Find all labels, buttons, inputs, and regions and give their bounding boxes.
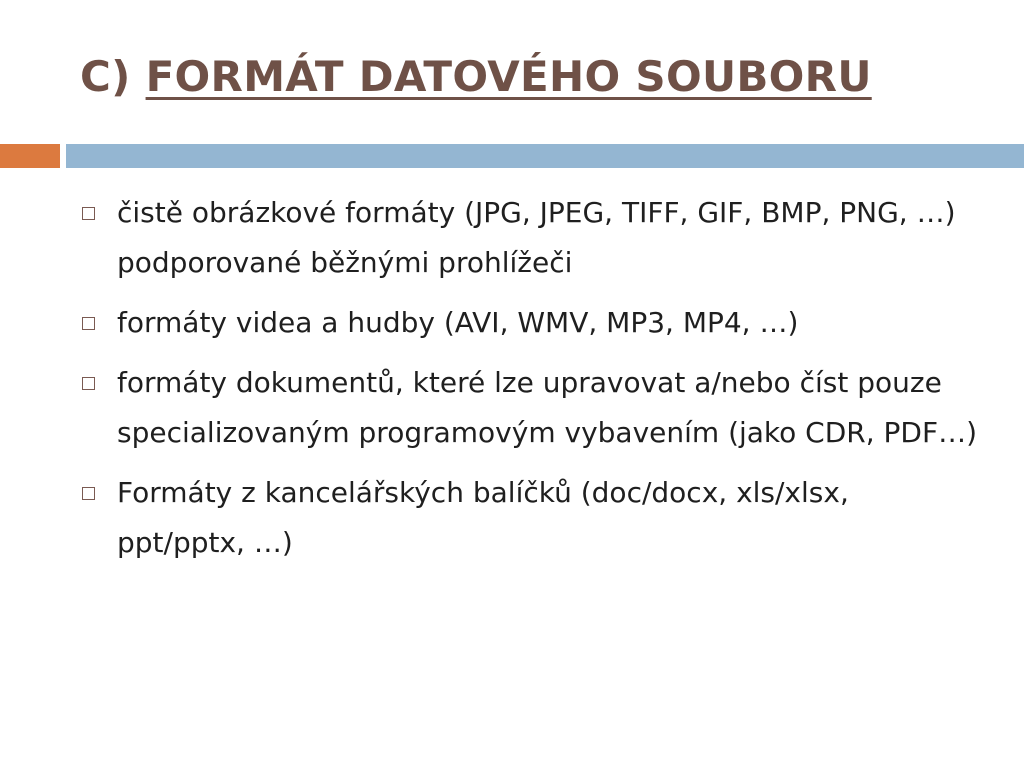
hollow-square-bullet-icon (82, 317, 95, 330)
bullet-text: čistě obrázkové formáty (JPG, JPEG, TIFF, GIF, BMP, PNG, …) podporované běžnými prohlížeči (117, 196, 956, 279)
blue-divider-bar (66, 144, 1024, 168)
bullet-item (82, 188, 982, 288)
hollow-square-bullet-icon (82, 377, 95, 390)
bullet-item (82, 358, 982, 458)
slide-title (80, 52, 872, 102)
title-prefix: C) (80, 52, 131, 101)
bullet-text: formáty dokumentů, které lze upravovat a/nebo číst pouze specializovaným programovým vybavením (jako CDR, PDF…) (117, 366, 978, 449)
bullet-item (82, 298, 982, 348)
orange-accent-bar (0, 144, 60, 168)
title-main: FORMÁT DATOVÉHO SOUBORU (145, 52, 872, 101)
bullet-text: formáty videa a hudby (AVI, WMV, MP3, MP4, …) (117, 306, 799, 339)
bullet-text: Formáty z kancelářských balíčků (doc/docx, xls/xlsx, ppt/pptx, …) (117, 476, 849, 559)
bullet-list (82, 188, 982, 578)
hollow-square-bullet-icon (82, 487, 95, 500)
bullet-item (82, 468, 982, 568)
hollow-square-bullet-icon (82, 207, 95, 220)
